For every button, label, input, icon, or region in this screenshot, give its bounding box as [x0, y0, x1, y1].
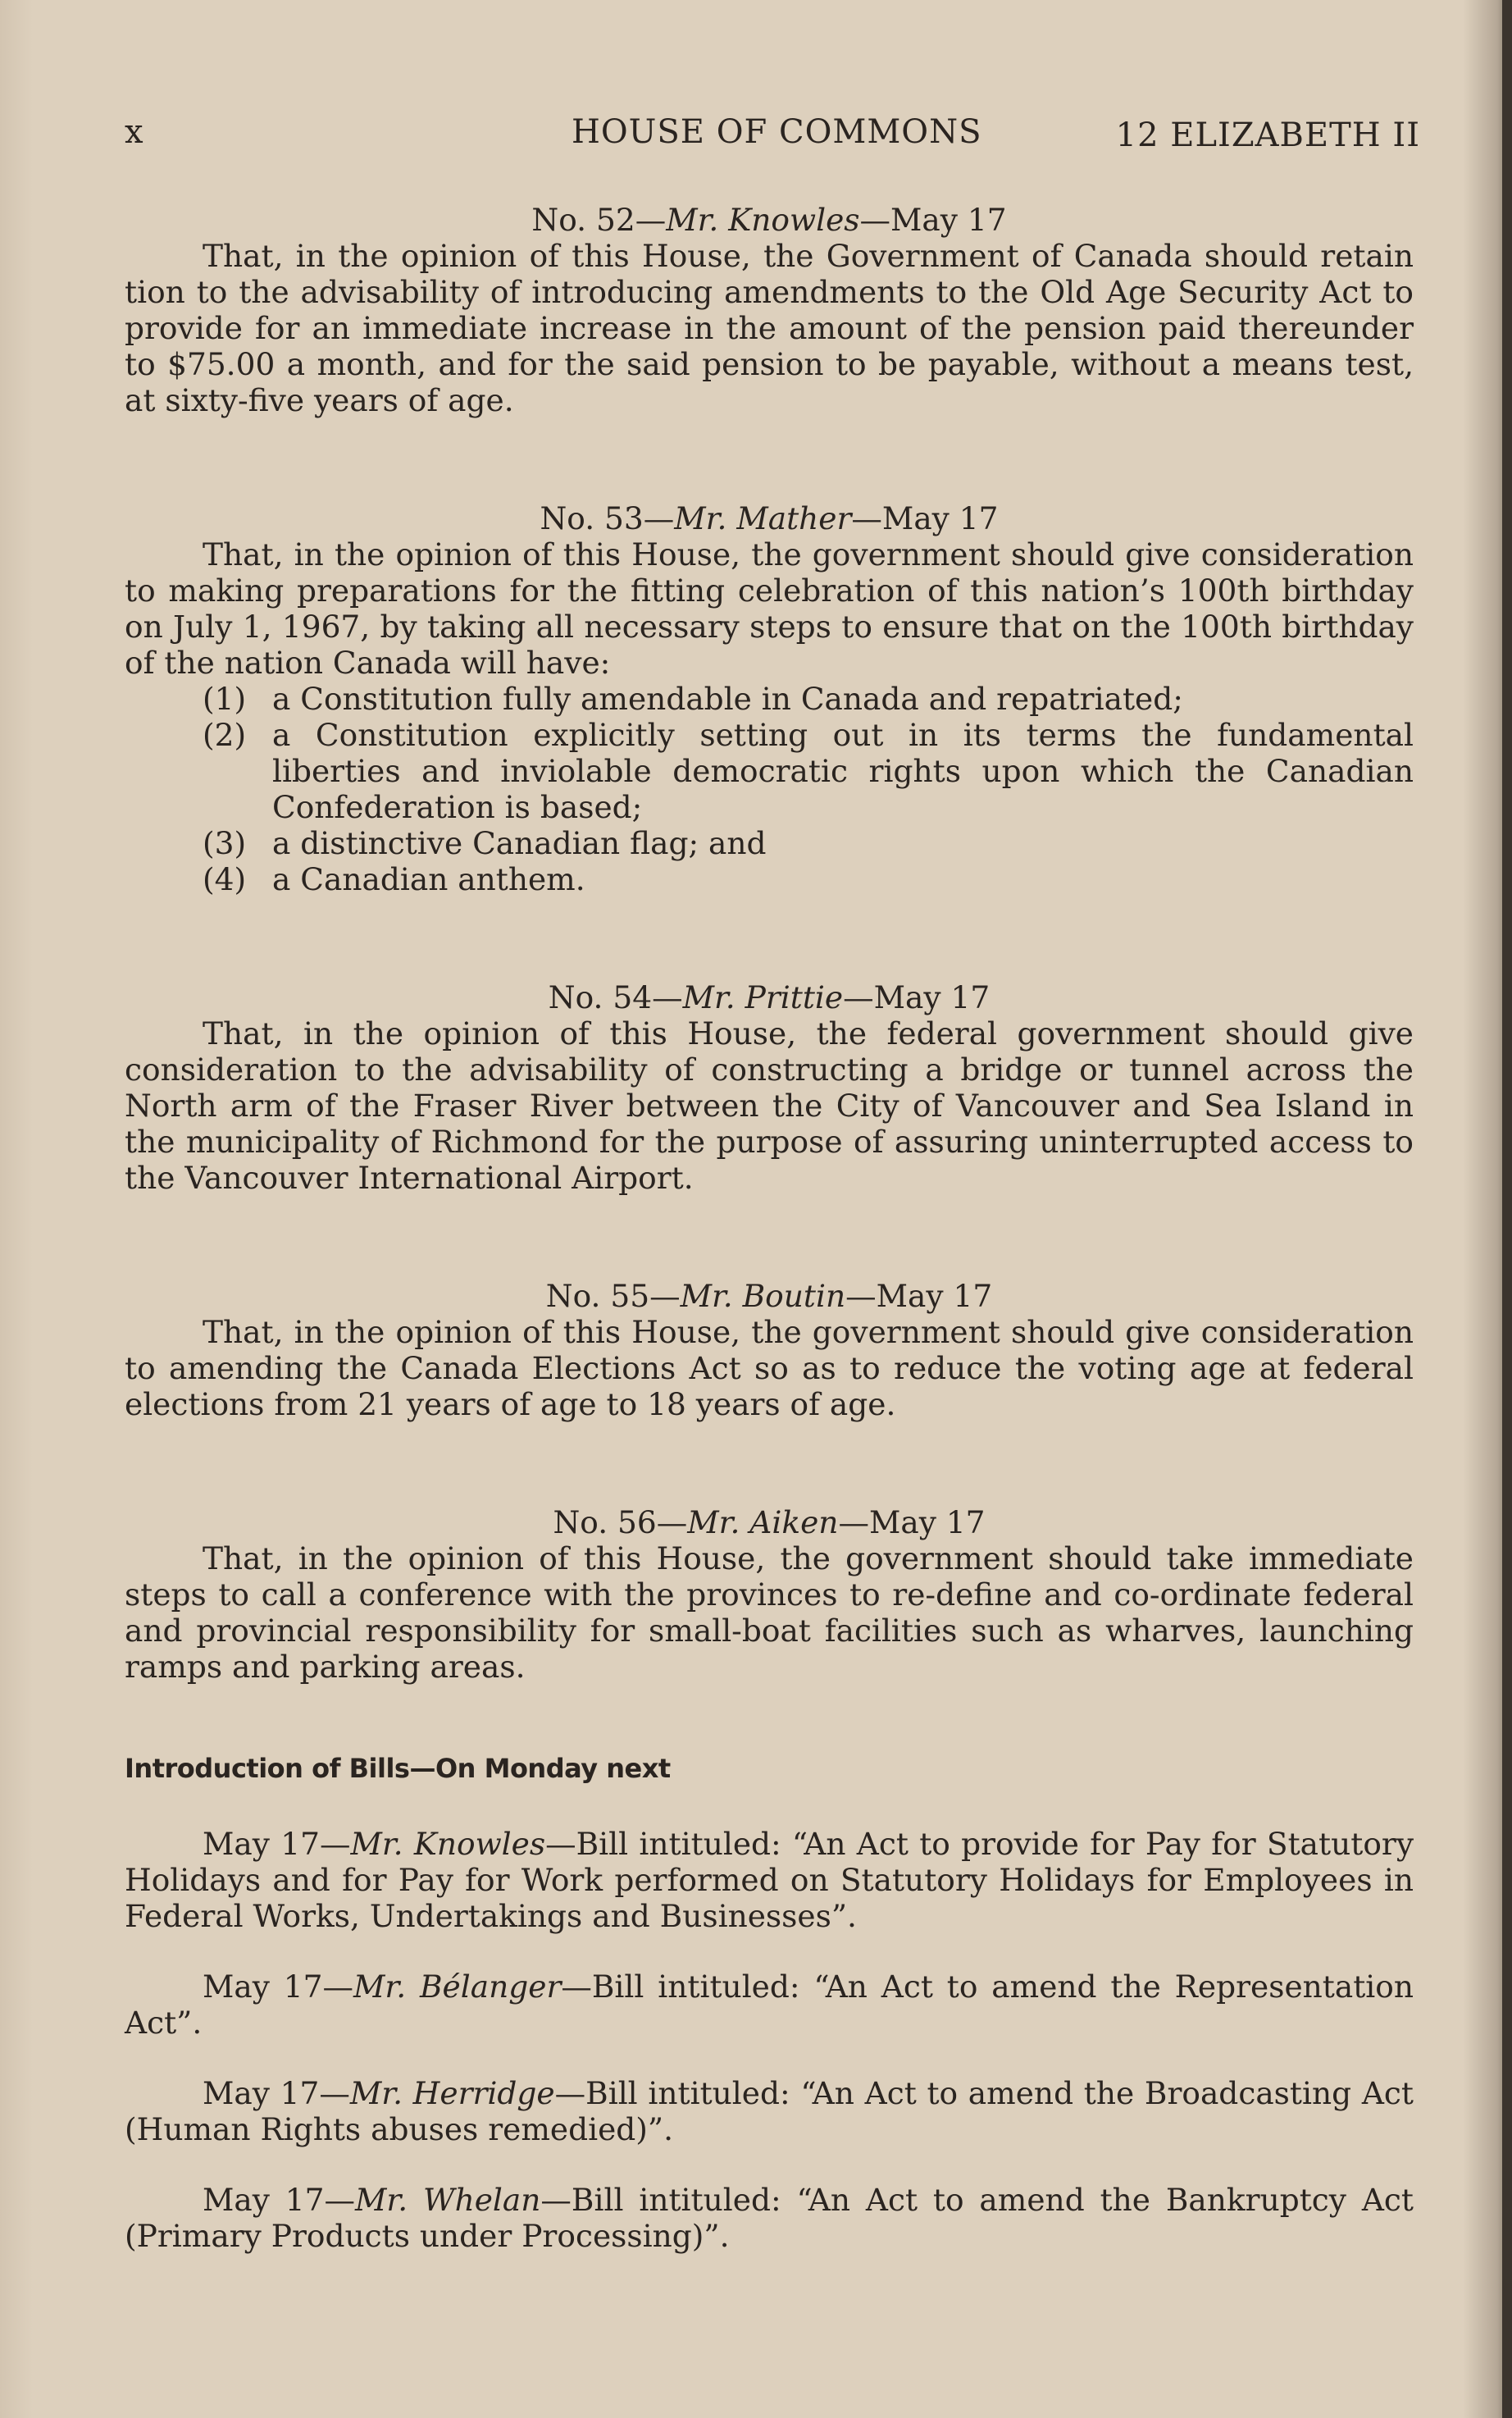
list-item-number: (4) — [203, 861, 247, 897]
motion-number: No. 56 — [553, 1504, 657, 1540]
motion-member: Mr. Prittie — [682, 979, 844, 1015]
list-item — [125, 861, 1414, 897]
section-heading: Introduction of Bills—On Monday next — [125, 1753, 671, 1784]
list-item-text: a Canadian anthem. — [272, 861, 585, 897]
motion-number: No. 53 — [540, 500, 644, 536]
bill-date: May 17 — [203, 1969, 323, 2005]
list-item-number: (3) — [203, 825, 247, 861]
motion-number: No. 55 — [545, 1278, 650, 1314]
bill-member: Mr. Bélanger — [353, 1969, 562, 2005]
bill-text: Bill intituled: “An Act to provide for Pay for Statutory Holidays and for Pay for Work performed on Statutory Holidays for Employees in Federal Works, Undertakings and Businesses”. — [125, 1826, 1414, 1934]
reign-label: 12 ELIZABETH II — [1115, 116, 1420, 154]
list-item — [125, 681, 1414, 717]
motion-date: May 17 — [873, 979, 991, 1015]
bills-section — [125, 1750, 1414, 2254]
motion-text: That, in the opinion of this House, the government should give consideration to amending the Canada Elections Act so as to reduce the voting age at federal elections from 21 years of age to 18 years of age. — [125, 1314, 1414, 1422]
motion-55 — [125, 1278, 1414, 1422]
bill-entry: May 17—Mr. Knowles—Bill intituled: “An Act to provide for Pay for Statutory Holidays and for Pay for Work performed on Statutory Holidays for Employees in Federal Works, Undertakings and Businesses”. — [125, 1826, 1414, 1934]
motion-text: That, in the opinion of this House, the government should give consideration to making preparations for the fitting celebration of this nation’s 100th birthday on July 1, 1967, by taking all necessary steps to ensure that on the 100th birthday of the nation Canada will have: — [125, 536, 1414, 681]
motion-member: Mr. Mather — [674, 500, 852, 536]
motion-number: No. 52 — [531, 202, 635, 238]
motion-52 — [125, 202, 1414, 418]
page-number: x — [125, 113, 144, 151]
motion-date: May 17 — [876, 1278, 993, 1314]
list-item — [125, 825, 1414, 861]
list-item-text: a Constitution fully amendable in Canada and repatriated; — [272, 681, 1183, 717]
bill-member: Mr. Knowles — [350, 1826, 546, 1862]
page-edge-shadow — [1502, 0, 1512, 2418]
list-item-number: (2) — [203, 717, 247, 753]
motion-53 — [125, 500, 1414, 897]
motion-heading: No. 52—Mr. Knowles—May 17 — [531, 202, 1007, 238]
list-item — [125, 717, 1414, 825]
bill-date: May 17 — [203, 2182, 325, 2218]
bill-date: May 17 — [203, 2075, 320, 2111]
bill-entry: May 17—Mr. Bélanger—Bill intituled: “An Act to amend the Representation Act”. — [125, 1969, 1414, 2041]
motion-text: That, in the opinion of this House, the federal government should give consideration to the advisability of constructing a bridge or tunnel across the North arm of the Fraser River between the City of Vancouver and Sea Island in the municipality of Richmond for the purpose of assuring uninterrupted access to the Vancouver International Airport. — [125, 1015, 1414, 1196]
list-item-text: a distinctive Canadian flag; and — [272, 825, 767, 861]
motion-text: That, in the opinion of this House, the Government of Canada should retain tion to the advisability of introducing amendments to the Old Age Security Act to provide for an immediate increase in the amount of the pension paid thereunder to $75.00 a month, and for the said pension to be payable, without a means test, at sixty-five years of age. — [125, 238, 1414, 418]
page-header — [125, 113, 1420, 154]
list-item-number: (1) — [203, 681, 247, 717]
motion-date: May 17 — [890, 202, 1007, 238]
motion-member: Mr. Aiken — [687, 1504, 839, 1540]
bill-date: May 17 — [203, 1826, 320, 1862]
motion-date: May 17 — [868, 1504, 986, 1540]
bill-member: Mr. Herridge — [349, 2075, 555, 2111]
motion-items-list — [125, 681, 1414, 897]
motion-heading: No. 53—Mr. Mather—May 17 — [540, 500, 999, 536]
motion-member: Mr. Boutin — [680, 1278, 846, 1314]
bill-text: Bill intituled: “An Act to amend the Bankruptcy Act (Primary Products under Processing)”. — [125, 2182, 1414, 2254]
motion-heading: No. 56—Mr. Aiken—May 17 — [553, 1504, 986, 1540]
list-item-text: a Constitution explicitly setting out in its terms the fundamental liberties and inviolable democratic rights upon which the Canadian Confederation is based; — [272, 717, 1414, 825]
running-title: HOUSE OF COMMONS — [572, 113, 982, 151]
motion-text: That, in the opinion of this House, the government should take immediate steps to call a conference with the provinces to re-define and co-ordinate federal and provincial responsibility for small-boat facilities such as wharves, launching ramps and parking areas. — [125, 1540, 1414, 1685]
motion-heading: No. 54—Mr. Prittie—May 17 — [548, 979, 991, 1015]
bill-text: Bill intituled: “An Act to amend the Broadcasting Act (Human Rights abuses remedied)”. — [125, 2075, 1414, 2147]
motion-56 — [125, 1504, 1414, 1685]
bill-member: Mr. Whelan — [355, 2182, 541, 2218]
bill-text: Bill intituled: “An Act to amend the Representation Act”. — [125, 1969, 1414, 2041]
motion-date: May 17 — [881, 500, 999, 536]
motion-heading: No. 55—Mr. Boutin—May 17 — [545, 1278, 993, 1314]
page-content — [125, 202, 1414, 2288]
motion-number: No. 54 — [548, 979, 653, 1015]
motion-54 — [125, 979, 1414, 1196]
motion-member: Mr. Knowles — [666, 202, 860, 238]
bill-entry: May 17—Mr. Whelan—Bill intituled: “An Act to amend the Bankruptcy Act (Primary Products under Processing)”. — [125, 2182, 1414, 2254]
bill-entry: May 17—Mr. Herridge—Bill intituled: “An Act to amend the Broadcasting Act (Human Rights abuses remedied)”. — [125, 2075, 1414, 2147]
